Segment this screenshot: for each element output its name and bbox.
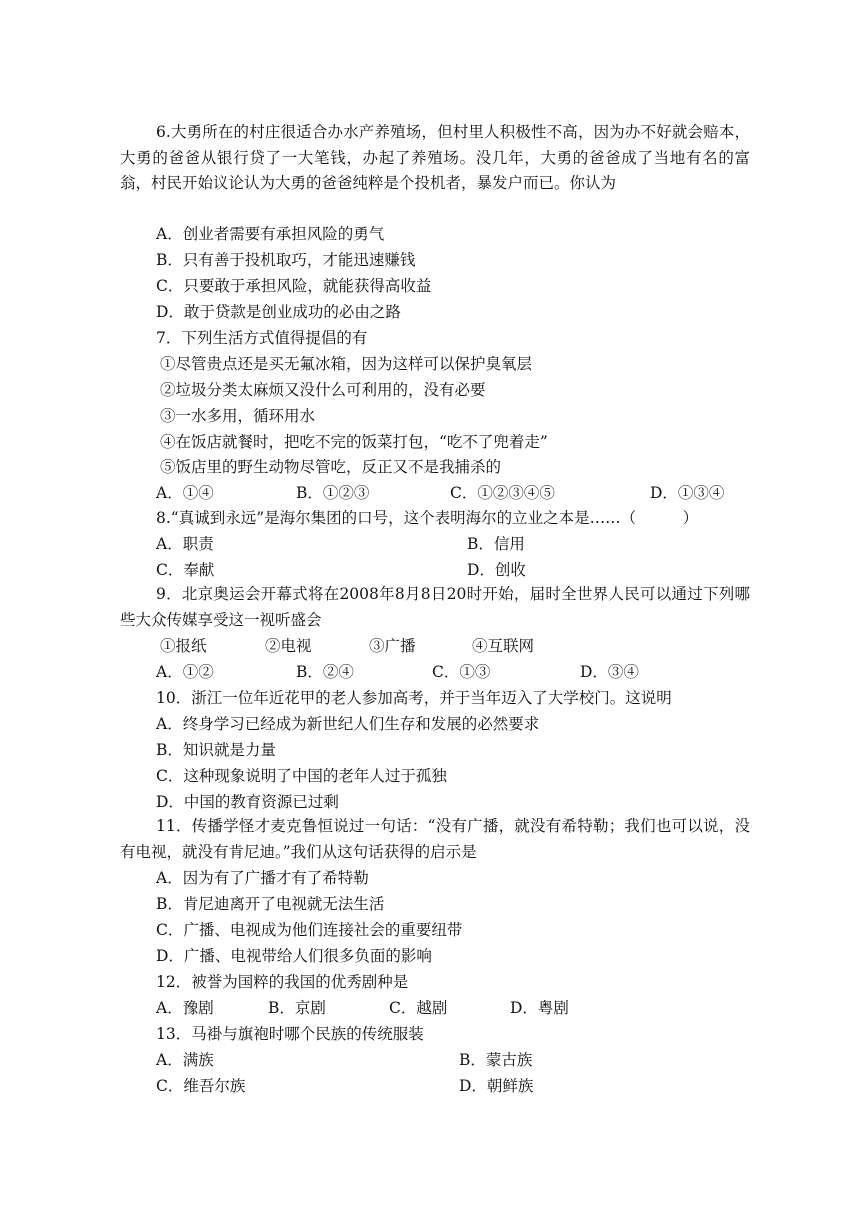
question-7-option-a: A．①④ <box>156 484 214 502</box>
question-6-option-d: D．敢于贷款是创业成功的必由之路 <box>156 303 401 321</box>
question-7-option-b: B．①②③ <box>296 484 370 502</box>
question-12-option-b: B．京剧 <box>268 999 326 1017</box>
question-11-option-c: C．广播、电视成为他们连接社会的重要纽带 <box>156 921 463 939</box>
question-10-option-b: B．知识就是力量 <box>156 741 276 759</box>
question-8-option-a: A．职责 <box>156 535 214 553</box>
question-10-option-c: C．这种现象说明了中国的老年人过于孤独 <box>156 767 447 785</box>
question-7-item-1: ①尽管贵点还是买无氟冰箱，因为这样可以保护臭氧层 <box>160 355 533 373</box>
question-8-stem: 8.“真诚到永远”是海尔集团的口号，这个表明海尔的立业之本是……（ ） <box>156 509 699 527</box>
question-13-stem: 13．马褂与旗袍时哪个民族的传统服装 <box>156 1025 424 1043</box>
question-8-option-c: C．奉献 <box>156 561 215 579</box>
question-7-stem: 7．下列生活方式值得提倡的有 <box>156 329 368 347</box>
question-7-item-5: ⑤饭店里的野生动物尽管吃，反正又不是我捕杀的 <box>160 458 502 476</box>
question-11-option-b: B．肯尼迪离开了电视就无法生活 <box>156 895 385 913</box>
question-7-item-2: ②垃圾分类太麻烦又没什么可利用的，没有必要 <box>160 381 486 399</box>
question-9-item-4: ④互联网 <box>472 637 535 655</box>
question-13-option-a: A．满族 <box>156 1051 214 1069</box>
question-7-option-d: D．①③④ <box>650 484 725 502</box>
question-9-item-2: ②电视 <box>265 637 312 655</box>
question-13-option-c: C．维吾尔族 <box>156 1077 246 1095</box>
question-12-option-d: D．粤剧 <box>510 999 569 1017</box>
question-6-option-c: C．只要敢于承担风险，就能获得高收益 <box>156 277 432 295</box>
question-9-option-b: B．②④ <box>296 663 354 681</box>
question-9-option-a: A．①② <box>156 663 214 681</box>
question-6-option-a: A．创业者需要有承担风险的勇气 <box>156 225 385 243</box>
question-10-option-a: A．终身学习已经成为新世纪人们生存和发展的必然要求 <box>156 715 540 733</box>
question-11-option-a: A．因为有了广播才有了希特勒 <box>156 869 369 887</box>
question-13-option-b: B．蒙古族 <box>459 1051 533 1069</box>
question-8-option-b: B．信用 <box>467 535 525 553</box>
question-10-stem: 10．浙江一位年近花甲的老人参加高考，并于当年迈入了大学校门。这说明 <box>156 689 672 707</box>
question-9-option-d: D．③④ <box>580 663 639 681</box>
question-9-item-3: ③广播 <box>369 637 416 655</box>
question-9-item-1: ①报纸 <box>160 637 207 655</box>
question-6-stem: 6.大勇所在的村庄很适合办水产养殖场，但村里人积极性不高，因为办不好就会赔本，大勇的爸爸从银行贷了一大笔钱，办起了养殖场。没几年，大勇的爸爸成了当地有名的富翁，村民开始议论认为大勇的爸爸纯粹是个投机者，暴发户而已。你认为 <box>120 123 750 192</box>
question-7-option-c: C．①②③④⑤ <box>450 484 555 502</box>
question-9-stem: 9．北京奥运会开幕式将在2008年8月8日20时开始，届时全世界人民可以通过下列哪些大众传媒享受这一视听盛会 <box>120 585 750 629</box>
question-9-option-c: C．①③ <box>432 663 491 681</box>
question-7-item-3: ③一水多用，循环用水 <box>160 407 316 425</box>
question-6-option-b: B．只有善于投机取巧，才能迅速赚钱 <box>156 251 416 269</box>
question-8-option-d: D．创收 <box>467 561 526 579</box>
question-13-option-d: D．朝鲜族 <box>459 1077 534 1095</box>
question-11-stem: 11．传播学怪才麦克鲁恒说过一句话：“没有广播，就没有希特勒；我们也可以说，没有电视，就没有肯尼迪。”我们从这句话获得的启示是 <box>120 817 750 861</box>
question-10-option-d: D．中国的教育资源已过剩 <box>156 793 339 811</box>
question-12-stem: 12．被誉为国粹的我国的优秀剧种是 <box>156 973 409 991</box>
question-12-option-a: A．豫剧 <box>156 999 214 1017</box>
question-7-item-4: ④在饭店就餐时，把吃不完的饭菜打包，“吃不了兜着走” <box>160 433 548 451</box>
question-11-option-d: D．广播、电视带给人们很多负面的影响 <box>156 947 432 965</box>
question-12-option-c: C．越剧 <box>389 999 448 1017</box>
